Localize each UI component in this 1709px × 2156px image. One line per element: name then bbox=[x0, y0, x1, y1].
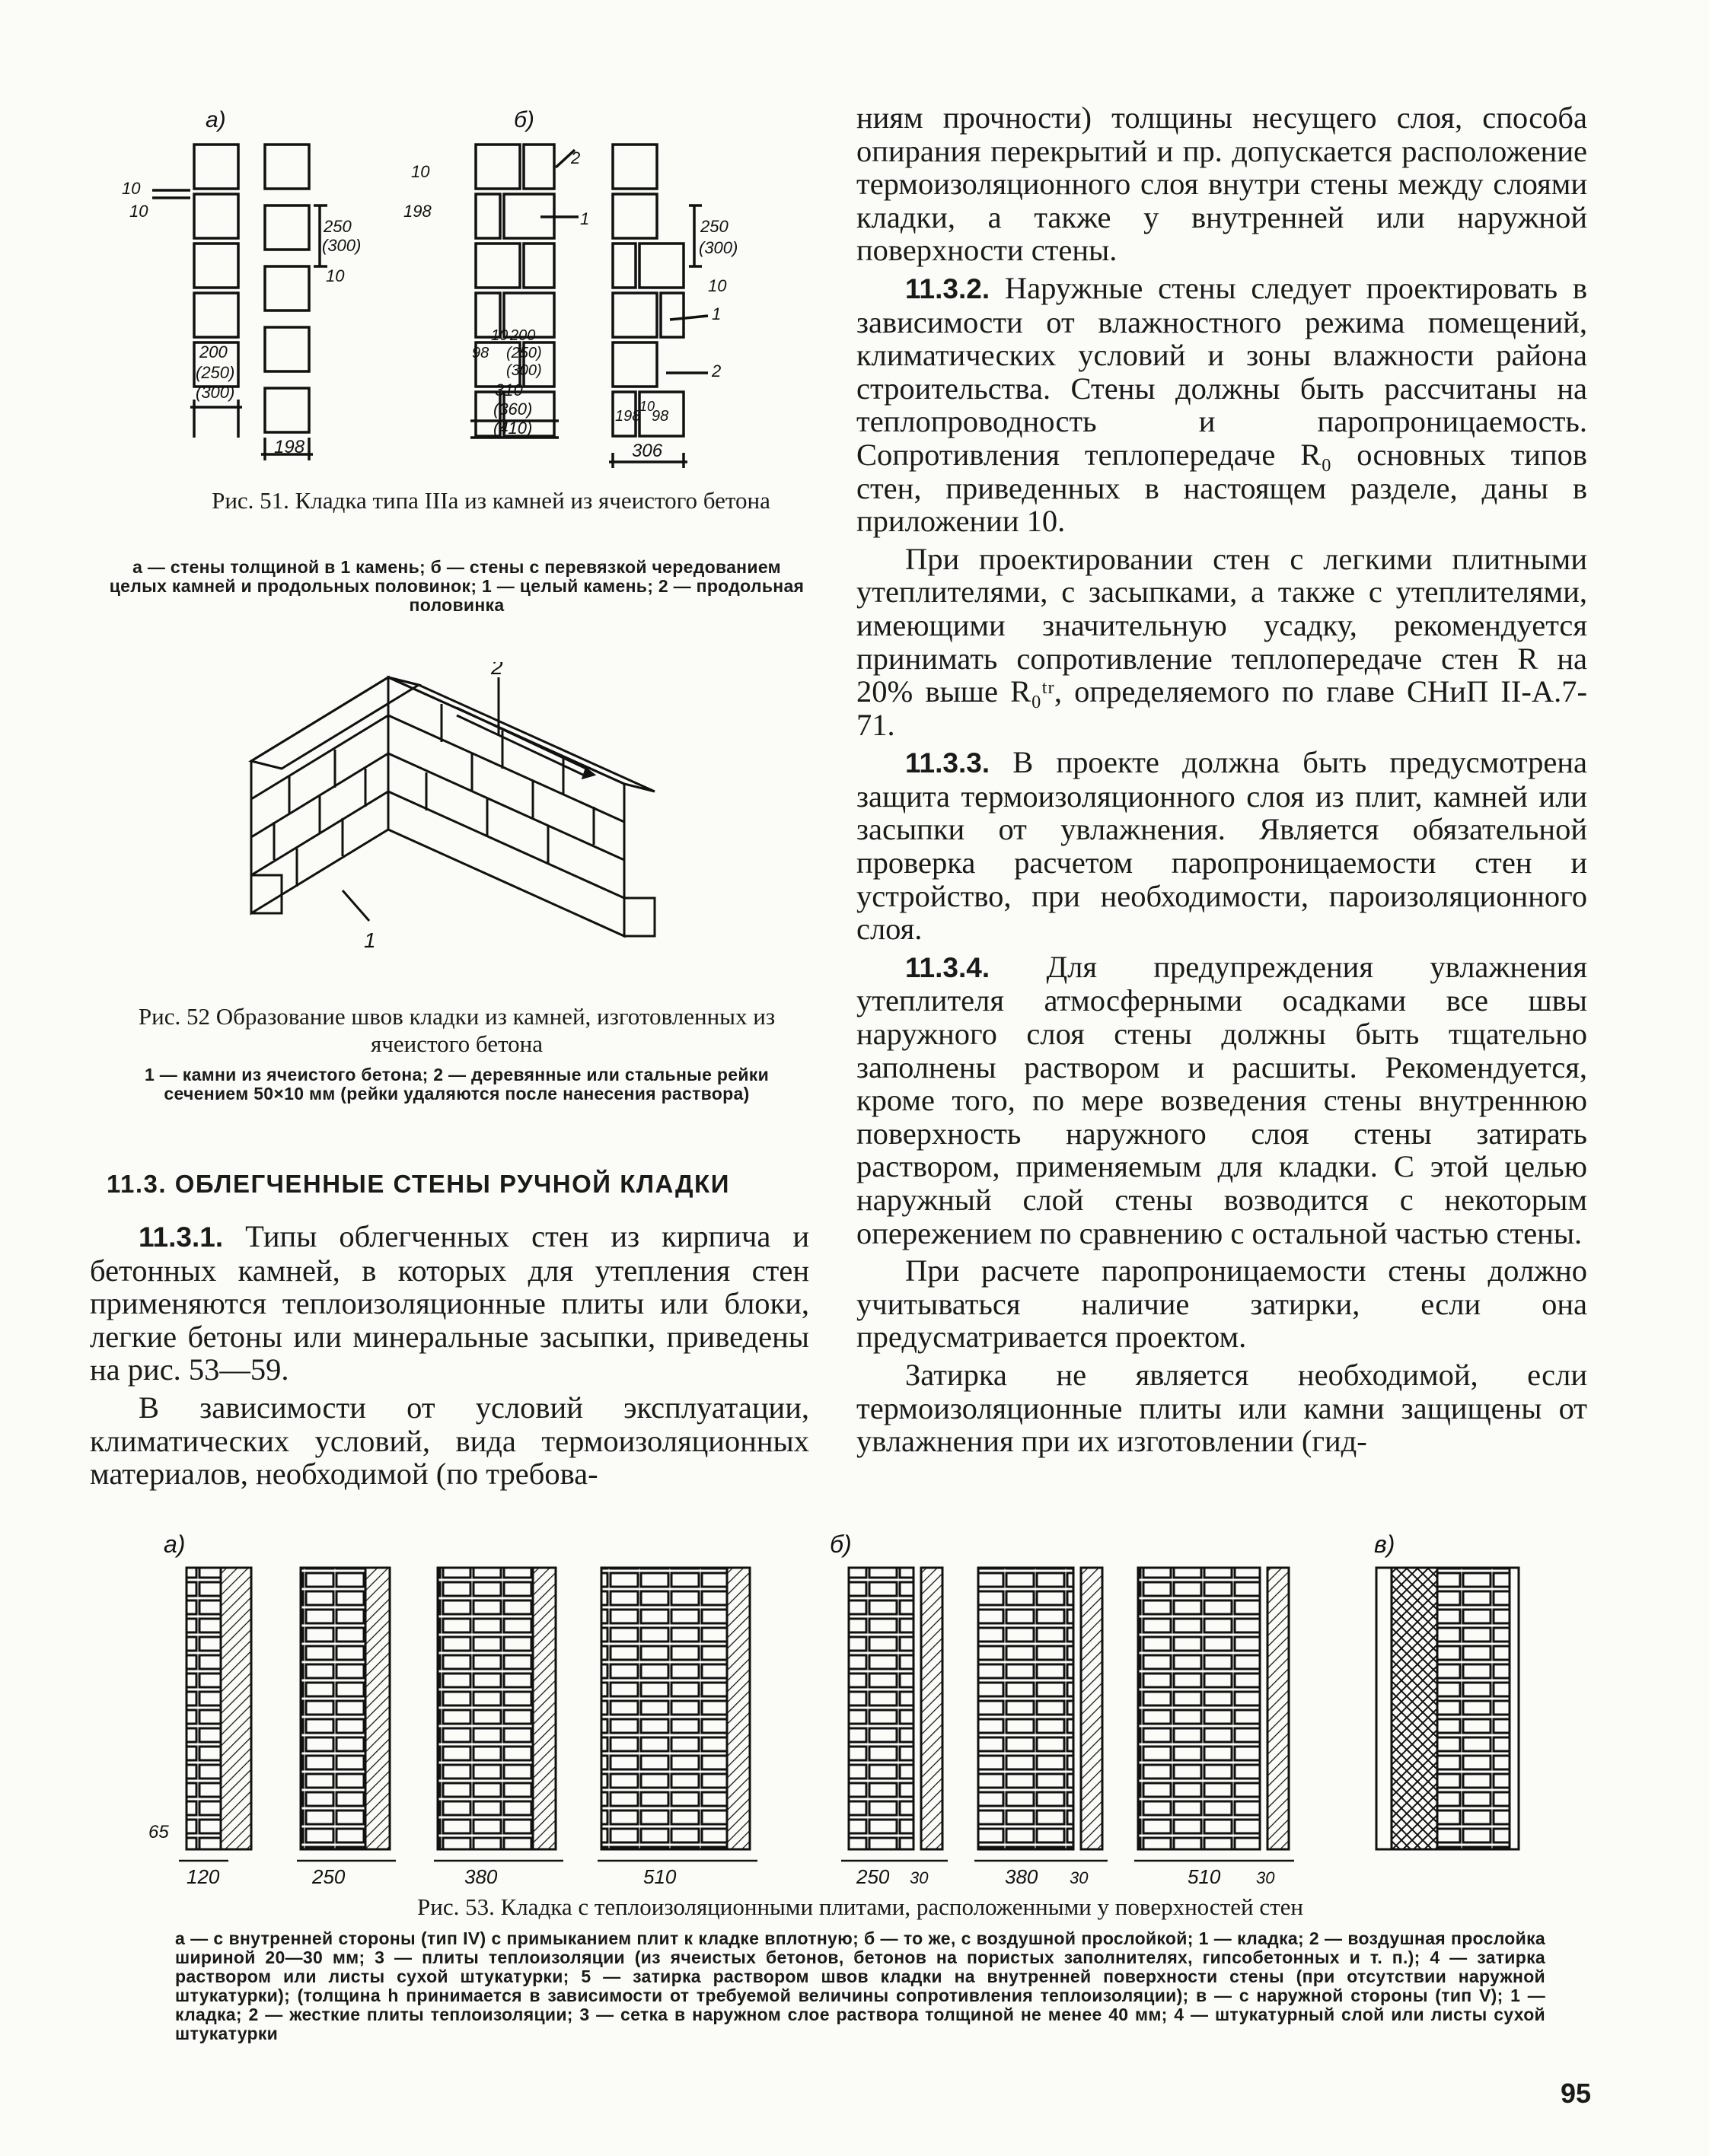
right-column-text bbox=[856, 101, 1587, 1463]
figure-52-caption: Рис. 52 Образование швов кладки из камней, изготовленных из ячеистого бетона bbox=[138, 1003, 776, 1057]
figure-51-caption: Рис. 51. Кладка типа IIIа из камней из ячеистого бетона bbox=[212, 487, 770, 514]
fig53-dim: 510 bbox=[1188, 1865, 1221, 1884]
paragraph-text: Затирка не является необходимой, если термоизоляционные плиты или камни защищены от увлажнения при их изготовлении (гид- bbox=[856, 1357, 1587, 1459]
fig53-dim: 30 bbox=[910, 1868, 929, 1884]
paragraph-number: 11.3.3. bbox=[905, 747, 990, 779]
fig51-dim: 306 bbox=[632, 441, 663, 461]
paragraph-11-3-2 bbox=[856, 272, 1587, 538]
fig51-dim: 1 bbox=[580, 209, 590, 228]
fig51-dim: 198 bbox=[274, 437, 305, 457]
fig53-dim: 30 bbox=[1070, 1868, 1089, 1884]
figure-51-label-a: а) bbox=[206, 107, 226, 132]
paragraph-number: 11.3.1. bbox=[139, 1221, 224, 1253]
paragraph-text: ниям прочности) толщины несущего слоя, способа опирания перекрытий и пр. допускается расположение термоизоляционного слоя внутри стены между слоями кладки, а также у внутренней или наружной поверхности стены. bbox=[856, 100, 1587, 268]
fig53-dim: 120 bbox=[187, 1865, 220, 1884]
fig51-dim: 98 bbox=[472, 345, 489, 361]
figure-52-drawing bbox=[228, 662, 685, 967]
paragraph-text: Типы облегченных стен из кирпича и бетонных камней, в которых для утепления стен применяются теплоизоляционные плиты или блоки, легкие бетоны или минеральные засыпки, приведены на рис. 53—59. bbox=[90, 1219, 810, 1387]
fig53-dim: 380 bbox=[1005, 1865, 1038, 1884]
fig51-dim: 10 bbox=[122, 179, 141, 198]
figure-53-group-b bbox=[849, 1568, 1289, 1849]
paragraph-text: При расчете паропроницаемости стены должно учитываться наличие затирки, если она предусматривается проектом. bbox=[856, 1253, 1587, 1355]
fig51-dim: 10 bbox=[708, 276, 727, 295]
figure-53-label-v: в) bbox=[1374, 1530, 1395, 1558]
fig51-dim: 250 bbox=[324, 217, 352, 236]
paragraph bbox=[856, 1254, 1587, 1354]
fig51-dim: (360) bbox=[493, 400, 533, 419]
fig51-dim: 10 bbox=[129, 202, 148, 221]
paragraph-11-3-1 bbox=[90, 1220, 809, 1387]
paragraph bbox=[90, 1391, 809, 1491]
figure-53-caption: Рис. 53. Кладка с теплоизоляционными плитами, расположенными у поверхностей стен bbox=[416, 1893, 1303, 1920]
paragraph bbox=[856, 543, 1587, 742]
paragraph-text: Для предупреждения увлажнения утеплителя атмосферными осадками все швы наружного слоя стены должны быть тщательно заполнены раствором и расшиты. Рекомендуется, кроме того, по мере возведения стены внутреннюю поверхность наружного слоя стены затирать раствором, применяемым для кладки. С этой целью наружный слой стены возводится с некоторым опережением по сравнению с остальной частью стены. bbox=[856, 949, 1587, 1250]
figure-51-legend: а — стены толщиной в 1 камень; б — стены с перевязкой чередованием целых камней и продольных половинок; 1 — целый камень; 2 — продольная половинка bbox=[109, 557, 805, 615]
paragraph-text: Наружные стены следует проектировать в зависимости от влажностного режима помещений, климатических условий и зоны влажности района строительства. Стены должны быть рассчитаны на теплопроводность и паропроницаемость. Сопротивления теплопередаче R₀ основных типов стен, приведенных в настоящем разделе, даны в приложении 10. bbox=[856, 270, 1587, 539]
fig51-dim: 98 bbox=[652, 408, 669, 425]
figure-53 bbox=[107, 1526, 1591, 1884]
figure-53-group-a bbox=[187, 1568, 750, 1849]
fig51-dim: 10 bbox=[326, 266, 345, 285]
paragraph-11-3-4 bbox=[856, 951, 1587, 1250]
figure-52-mark-2: 2 bbox=[491, 662, 503, 679]
figure-53-label-b: б) bbox=[830, 1530, 852, 1558]
fig51-dim: (250) bbox=[196, 363, 235, 382]
fig53-dim: 250 bbox=[312, 1865, 346, 1884]
fig51-dim: (300) bbox=[699, 238, 738, 257]
fig51-dim: 2 bbox=[712, 361, 722, 381]
fig51-dim: (410) bbox=[493, 419, 533, 438]
fig53-dim: 380 bbox=[464, 1865, 498, 1884]
page-number: 95 bbox=[1561, 2078, 1592, 2109]
figure-53-group-v bbox=[1376, 1568, 1519, 1849]
fig51-dim: 1 bbox=[712, 304, 722, 323]
paragraph-text: В зависимости от условий эксплуатации, климатических условий, вида термоизоляционных материалов, необходимой (по требова- bbox=[90, 1390, 809, 1492]
paragraph bbox=[856, 1358, 1587, 1458]
fig51-dim: 198 bbox=[403, 202, 432, 221]
fig51-dim: (300) bbox=[322, 236, 362, 255]
figure-51-drawing bbox=[107, 103, 807, 498]
fig51-dim: 200 bbox=[510, 327, 536, 344]
figure-53-drawing bbox=[107, 1526, 1591, 1884]
fig51-dim: 10 bbox=[491, 327, 509, 344]
figure-52-legend: 1 — камни из ячеистого бетона; 2 — деревянные или стальные рейки сечением 50×10 мм (рейки удаляются после нанесения раствора) bbox=[144, 1065, 770, 1103]
fig51-dim: 200 bbox=[199, 342, 228, 361]
paragraph-number: 11.3.4. bbox=[905, 951, 990, 983]
fig51-dim: (300) bbox=[196, 383, 235, 402]
fig51-dim: 198 bbox=[615, 408, 641, 425]
paragraph-text: При проектировании стен с легкими плитными утеплителями, с засыпками, а также с утеплителями, имеющими значительную усадку, рекомендуется принимать сопротивление теплопередаче стен R на 20% выше R₀ᵗʳ, определяемого по главе СНиП II-А.7-71. bbox=[856, 541, 1587, 742]
section-heading: 11.3. ОБЛЕГЧЕННЫЕ СТЕНЫ РУЧНОЙ КЛАДКИ bbox=[107, 1170, 730, 1198]
figure-51-label-b: б) bbox=[514, 107, 534, 132]
figure-52 bbox=[228, 662, 685, 967]
fig51-dim: (250) bbox=[506, 345, 542, 361]
fig51-dim: (300) bbox=[506, 362, 542, 379]
fig53-dim: 250 bbox=[856, 1865, 890, 1884]
fig51-dim: 10 bbox=[639, 399, 655, 414]
fig51-dim: 310 bbox=[495, 381, 523, 400]
figure-51 bbox=[107, 103, 807, 498]
figure-53-legend: а — с внутренней стороны (тип IV) с примыканием плит к кладке вплотную; б — то же, с воздушной прослойкой; 1 — кладка; 2 — воздушная прослойка шириной 20—30 мм; 3 — плиты теплоизоляции (из ячеистых бетонов, бетонов на пористых заполнителях, гипсобетонных и т. п.); 4 — затирка раствором или листы сухой штукатурки; 5 — затирка раствором швов кладки на внутренней поверхности стены (при отсутствии наружной штукатурки); (толщина h принимается в зависимости от требуемой величины сопротивления теплоизоляции); в — с наружной стороны (тип V); 1 — кладка; 2 — жесткие плиты теплоизоляции; 3 — сетка в наружном слое раствора толщиной не менее 40 мм; 4 — штукатурный слой или листы сухой штукатурки bbox=[175, 1928, 1545, 2043]
fig53-dim: 510 bbox=[643, 1865, 677, 1884]
paragraph-11-3-3 bbox=[856, 746, 1587, 946]
paragraph bbox=[856, 101, 1587, 267]
paragraph-text: В проекте должна быть предусмотрена защита термоизоляционного слоя из плит, камней или засыпки от увлажнения. Является обязательной проверка расчетом паропроницаемости стен и устройство, при необходимости, пароизоляционного слоя. bbox=[856, 745, 1587, 947]
fig51-dim: 250 bbox=[700, 217, 729, 236]
figure-53-label-a: а) bbox=[164, 1530, 186, 1558]
figure-52-mark-1: 1 bbox=[364, 928, 376, 952]
left-column-text bbox=[90, 1220, 809, 1495]
paragraph-number: 11.3.2. bbox=[905, 272, 990, 304]
fig51-dim: 10 bbox=[411, 162, 430, 181]
fig53-dim: 30 bbox=[1256, 1868, 1275, 1884]
fig51-dim: 2 bbox=[571, 148, 581, 167]
fig53-dim: 65 bbox=[148, 1822, 169, 1842]
